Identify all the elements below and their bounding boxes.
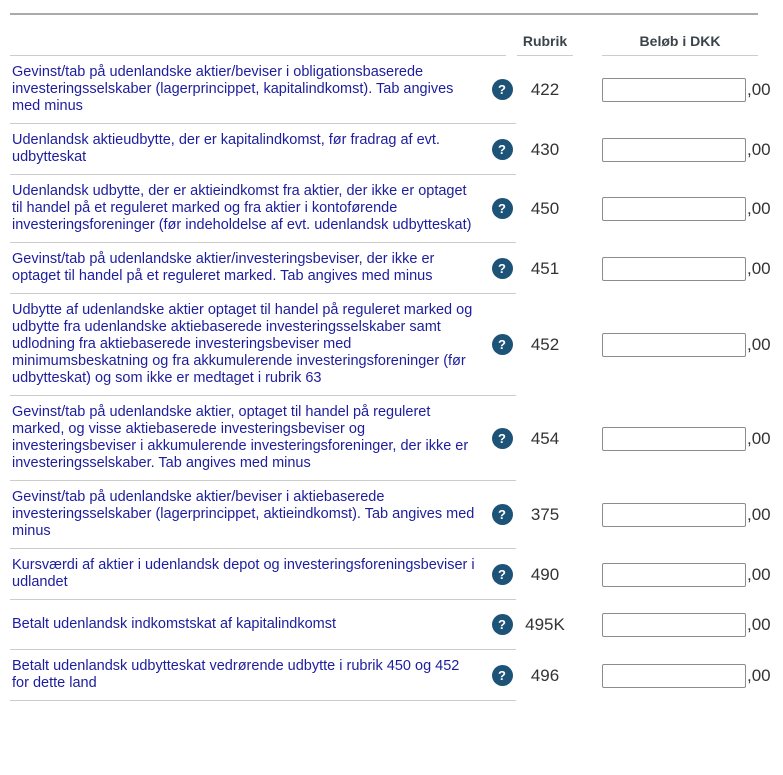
rubrik-number: 495K (525, 615, 565, 634)
question-mark-glyph: ? (498, 201, 506, 216)
help-icon[interactable] (492, 504, 513, 525)
amount-field-group (602, 197, 771, 221)
form-row (10, 481, 783, 549)
form-row (10, 294, 783, 396)
form-row (10, 243, 783, 294)
help-icon-cell (488, 650, 516, 701)
rubrik-number: 422 (530, 80, 560, 99)
decimal-suffix: ,00 (747, 199, 771, 218)
row-description: Udbytte af udenlandske aktier optaget til handel på reguleret marked og udbytte fra udenlandske aktiebaserede investeringsselskaber samt udlodning fra aktiebaserede investeringsbeviser med minimumsbeskatning og fra akkumulerende investeringsforeninger (før udbytteskat) og som ikke er medtaget i rubrik 63 (10, 294, 488, 396)
question-mark-glyph: ? (498, 337, 506, 352)
rubrik-number: 451 (530, 258, 560, 278)
form-row (10, 396, 783, 481)
amount-field-group (602, 427, 771, 451)
form-row (10, 650, 783, 701)
help-icon[interactable] (492, 428, 513, 449)
amount-input[interactable] (602, 257, 746, 281)
amount-header-cell (574, 15, 783, 56)
decimal-suffix: ,00 (747, 505, 771, 524)
question-mark-glyph: ? (498, 566, 506, 582)
help-icon-cell (488, 549, 516, 600)
help-icon[interactable] (492, 564, 513, 585)
decimal-suffix: ,00 (747, 139, 771, 159)
amount-field-group (602, 257, 771, 281)
amount-input[interactable] (602, 197, 746, 221)
amount-input[interactable] (602, 503, 746, 527)
amount-input[interactable] (602, 138, 746, 162)
rubrik-number: 430 (530, 139, 560, 159)
question-mark-glyph: ? (498, 617, 506, 632)
amount-field-group (602, 613, 771, 637)
help-icon-cell (488, 124, 516, 175)
decimal-suffix: ,00 (747, 665, 771, 685)
amount-field-group (602, 138, 771, 162)
decimal-suffix: ,00 (747, 564, 771, 584)
rubrik-number: 496 (530, 665, 560, 685)
question-mark-glyph: ? (498, 260, 506, 276)
help-icon[interactable] (492, 665, 513, 686)
amount-field-group (602, 563, 771, 587)
help-icon-cell (488, 481, 516, 549)
decimal-suffix: ,00 (747, 335, 771, 354)
decimal-suffix: ,00 (747, 615, 771, 634)
form-row (10, 175, 783, 243)
question-mark-glyph: ? (498, 667, 506, 683)
row-description: Gevinst/tab på udenlandske aktier/beviser i obligationsbaserede investeringsselskaber (lagerprincippet, kapitalindkomst). Tab angives med minus (10, 56, 488, 124)
help-icon-cell (488, 243, 516, 294)
rubrik-number: 450 (530, 199, 560, 218)
row-description: Betalt udenlandsk udbytteskat vedrørende udbytte i rubrik 450 og 452 for dette land (10, 650, 488, 701)
amount-column-header: Beløb i DKK (602, 33, 758, 56)
column-header-row (10, 15, 783, 56)
description-header-underline (10, 14, 506, 56)
amount-field-group (602, 664, 771, 688)
row-description: Gevinst/tab på udenlandske aktier/investeringsbeviser, der ikke er optaget til handel på et reguleret marked. Tab angives med minus (10, 243, 488, 294)
question-mark-glyph: ? (498, 141, 506, 157)
rubrik-number: 454 (530, 428, 560, 448)
help-icon[interactable] (492, 614, 513, 635)
help-icon-cell (488, 600, 516, 650)
form-row (10, 56, 783, 124)
amount-input[interactable] (602, 563, 746, 587)
decimal-suffix: ,00 (747, 428, 771, 448)
amount-field-group (602, 503, 771, 527)
question-mark-glyph: ? (498, 430, 506, 446)
amount-field-group (602, 78, 771, 102)
rubrik-column-header: Rubrik (517, 33, 573, 56)
rubrik-number: 375 (530, 505, 560, 524)
amount-input[interactable] (602, 78, 746, 102)
help-icon-cell (488, 56, 516, 124)
help-icon-cell (488, 175, 516, 243)
help-icon[interactable] (492, 198, 513, 219)
help-icon[interactable] (492, 139, 513, 160)
row-description: Gevinst/tab på udenlandske aktier/beviser i aktiebaserede investeringsselskaber (lagerprincippet, aktieindkomst). Tab angives med minus (10, 481, 488, 549)
form-row (10, 124, 783, 175)
form-row (10, 600, 783, 650)
amount-input[interactable] (602, 427, 746, 451)
row-description: Udenlandsk aktieudbytte, der er kapitalindkomst, før fradrag af evt. udbytteskat (10, 124, 488, 175)
rubrik-number: 452 (530, 335, 560, 354)
row-description: Kursværdi af aktier i udenlandsk depot og investeringsforeningsbeviser i udlandet (10, 549, 488, 600)
help-icon-cell (488, 396, 516, 481)
decimal-suffix: ,00 (747, 258, 771, 278)
question-mark-glyph: ? (498, 507, 506, 522)
decimal-suffix: ,00 (747, 80, 771, 99)
rubrik-number: 490 (530, 564, 560, 584)
help-icon-cell (488, 294, 516, 396)
amount-field-group (602, 333, 771, 357)
amount-input[interactable] (602, 664, 746, 688)
amount-input[interactable] (602, 333, 746, 357)
form-row (10, 549, 783, 600)
row-description: Betalt udenlandsk indkomstskat af kapitalindkomst (10, 600, 488, 650)
amount-input[interactable] (602, 613, 746, 637)
row-description: Gevinst/tab på udenlandske aktier, optaget til handel på reguleret marked, og visse aktiebaserede investeringsbeviser og investeringsbeviser i akkumulerende investeringsforeninger, der ikke er investeringsselskaber. Tab angives med minus (10, 396, 488, 481)
question-mark-glyph: ? (498, 82, 506, 97)
help-icon[interactable] (492, 258, 513, 279)
help-icon[interactable] (492, 79, 513, 100)
row-description: Udenlandsk udbytte, der er aktieindkomst fra aktier, der ikke er optaget til handel på et reguleret marked og fra aktier i kontoførende investeringsforeninger (før indeholdelse af evt. udenlandsk udbytteskat) (10, 175, 488, 243)
help-icon[interactable] (492, 334, 513, 355)
